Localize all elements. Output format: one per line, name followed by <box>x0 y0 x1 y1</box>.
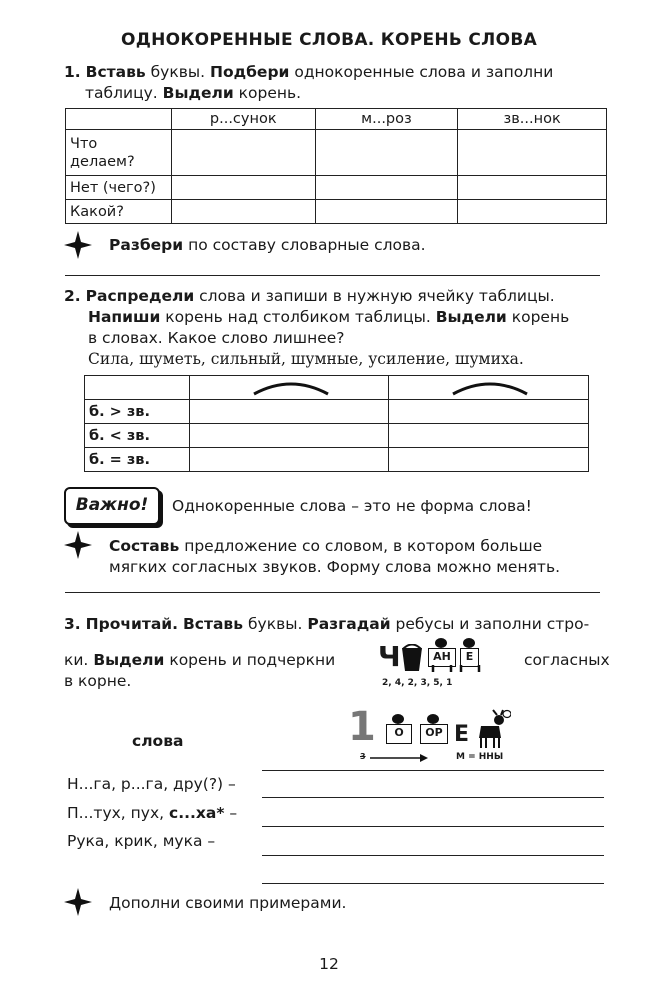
rebus-1 <box>378 636 518 696</box>
row-label: Какой? <box>66 200 172 224</box>
answer-line[interactable] <box>262 855 604 856</box>
task2-number: 2. <box>64 287 81 305</box>
rebus-box: АН <box>428 648 456 667</box>
rebus-letter: Е <box>454 722 470 747</box>
table-header-cell: зв...нок <box>458 109 607 130</box>
task3-line1: 3. Прочитай. Вставь буквы. Разгадай ребусы и заполни стро- <box>64 615 590 633</box>
task1-number: 1. <box>64 63 81 81</box>
answer-cell[interactable] <box>189 448 389 472</box>
task1-line1: 1. Вставь буквы. Подбери однокоренные слова и заполни <box>64 63 554 81</box>
answer-cell[interactable] <box>315 130 458 176</box>
task3-line3: в корне. <box>64 672 132 690</box>
root-cell[interactable] <box>389 376 589 400</box>
answer-cell[interactable] <box>171 130 315 176</box>
bug-icon <box>462 636 476 648</box>
table-row <box>66 176 607 200</box>
root-arc-icon <box>252 380 330 396</box>
star-bullet-icon <box>63 530 93 560</box>
rebus-digit: 1 <box>348 704 376 750</box>
table-row <box>66 200 607 224</box>
bug-icon <box>426 712 440 724</box>
answer-cell[interactable] <box>389 400 589 424</box>
table-header-cell: р...сунок <box>171 109 315 130</box>
answer-cell[interactable] <box>458 176 607 200</box>
answer-line[interactable] <box>262 826 604 827</box>
table-row <box>85 448 589 472</box>
root-cell[interactable] <box>189 376 389 400</box>
task3-number: 3. <box>64 615 81 633</box>
rebus-digits: 2, 4, 2, 3, 5, 1 <box>382 678 453 688</box>
answer-cell[interactable] <box>189 424 389 448</box>
task2-line3: в словах. Какое слово лишнее? <box>88 329 345 347</box>
task1-table <box>65 108 607 224</box>
answer-cell[interactable] <box>458 130 607 176</box>
task2-bonus-line2: мягких согласных звуков. Форму слова можно менять. <box>109 558 561 576</box>
table-header-cell <box>66 109 172 130</box>
answer-cell[interactable] <box>171 176 315 200</box>
task1-bonus: Разбери по составу словарные слова. <box>109 236 426 254</box>
feet-icon <box>430 665 454 673</box>
row-label: б. < зв. <box>85 424 190 448</box>
answer-cell[interactable] <box>315 200 458 224</box>
task3-row3: Рука, крик, мука – <box>67 832 216 850</box>
answer-cell[interactable] <box>389 448 589 472</box>
answer-line[interactable] <box>262 797 604 798</box>
important-text: Однокоренные слова – это не форма слова! <box>172 497 532 515</box>
task2-line2: Напиши корень над столбиком таблицы. Выдели корень <box>88 308 570 326</box>
table-row <box>85 424 589 448</box>
row-label: Нет (чего?) <box>66 176 172 200</box>
task2-bonus-line1: Составь предложение со словом, в котором больше <box>109 537 543 555</box>
bug-icon <box>434 636 448 648</box>
star-bullet-icon <box>63 230 93 260</box>
task2-line1: 2. Распредели слова и запиши в нужную ячейку таблицы. <box>64 287 555 305</box>
page-title: ОДНОКОРЕННЫЕ СЛОВА. КОРЕНЬ СЛОВА <box>120 30 538 50</box>
goat-icon <box>475 708 511 750</box>
rebus-box: ОР <box>420 724 448 744</box>
answer-cell[interactable] <box>458 200 607 224</box>
answer-line[interactable] <box>65 275 600 276</box>
star-bullet-icon <box>63 887 93 917</box>
rebus-box: Е <box>460 648 479 667</box>
table-row <box>85 400 589 424</box>
important-badge: Важно! <box>64 487 160 525</box>
page-number: 12 <box>319 955 339 973</box>
rebus-box: О <box>386 724 412 744</box>
answer-line[interactable] <box>262 883 604 884</box>
row-label: б. > зв. <box>85 400 190 424</box>
task2-table-header <box>85 376 589 400</box>
rebus-2 <box>348 704 518 768</box>
answer-line[interactable] <box>262 770 604 771</box>
task3-bonus: Дополни своими примерами. <box>109 894 347 912</box>
rebus-small-digit: 3 <box>360 752 366 761</box>
rebus-letter: Ч <box>378 640 401 673</box>
task2-words: Сила, шуметь, сильный, шумные, усиление, шумиха. <box>88 350 524 368</box>
row-label: Что делаем? <box>66 130 172 176</box>
table-header-cell: м...роз <box>315 109 458 130</box>
task3-line2: ки. Выдели корень и подчеркни <box>64 651 336 669</box>
task3-row1: Н...га, р...га, дру(?) – <box>67 775 236 793</box>
words-label: слова <box>132 732 184 750</box>
answer-cell[interactable] <box>389 424 589 448</box>
task3-line2-tail: согласных <box>524 651 610 669</box>
arrow-icon <box>370 754 428 762</box>
task3-row2: П...тух, пух, с...ха* – <box>67 804 238 822</box>
row-label: б. = зв. <box>85 448 190 472</box>
task2-table <box>84 375 589 472</box>
table-row <box>66 130 607 176</box>
answer-cell[interactable] <box>189 400 389 424</box>
answer-cell[interactable] <box>315 176 458 200</box>
rebus-note: М = ННЫ <box>456 752 504 762</box>
answer-cell[interactable] <box>171 200 315 224</box>
bug-icon <box>391 712 405 724</box>
task1-table-header <box>66 109 607 130</box>
feet-icon <box>458 665 482 673</box>
task1-line2: таблицу. Выдели корень. <box>85 84 302 102</box>
root-arc-icon <box>451 380 529 396</box>
answer-line[interactable] <box>65 592 600 593</box>
bucket-icon <box>400 644 424 672</box>
